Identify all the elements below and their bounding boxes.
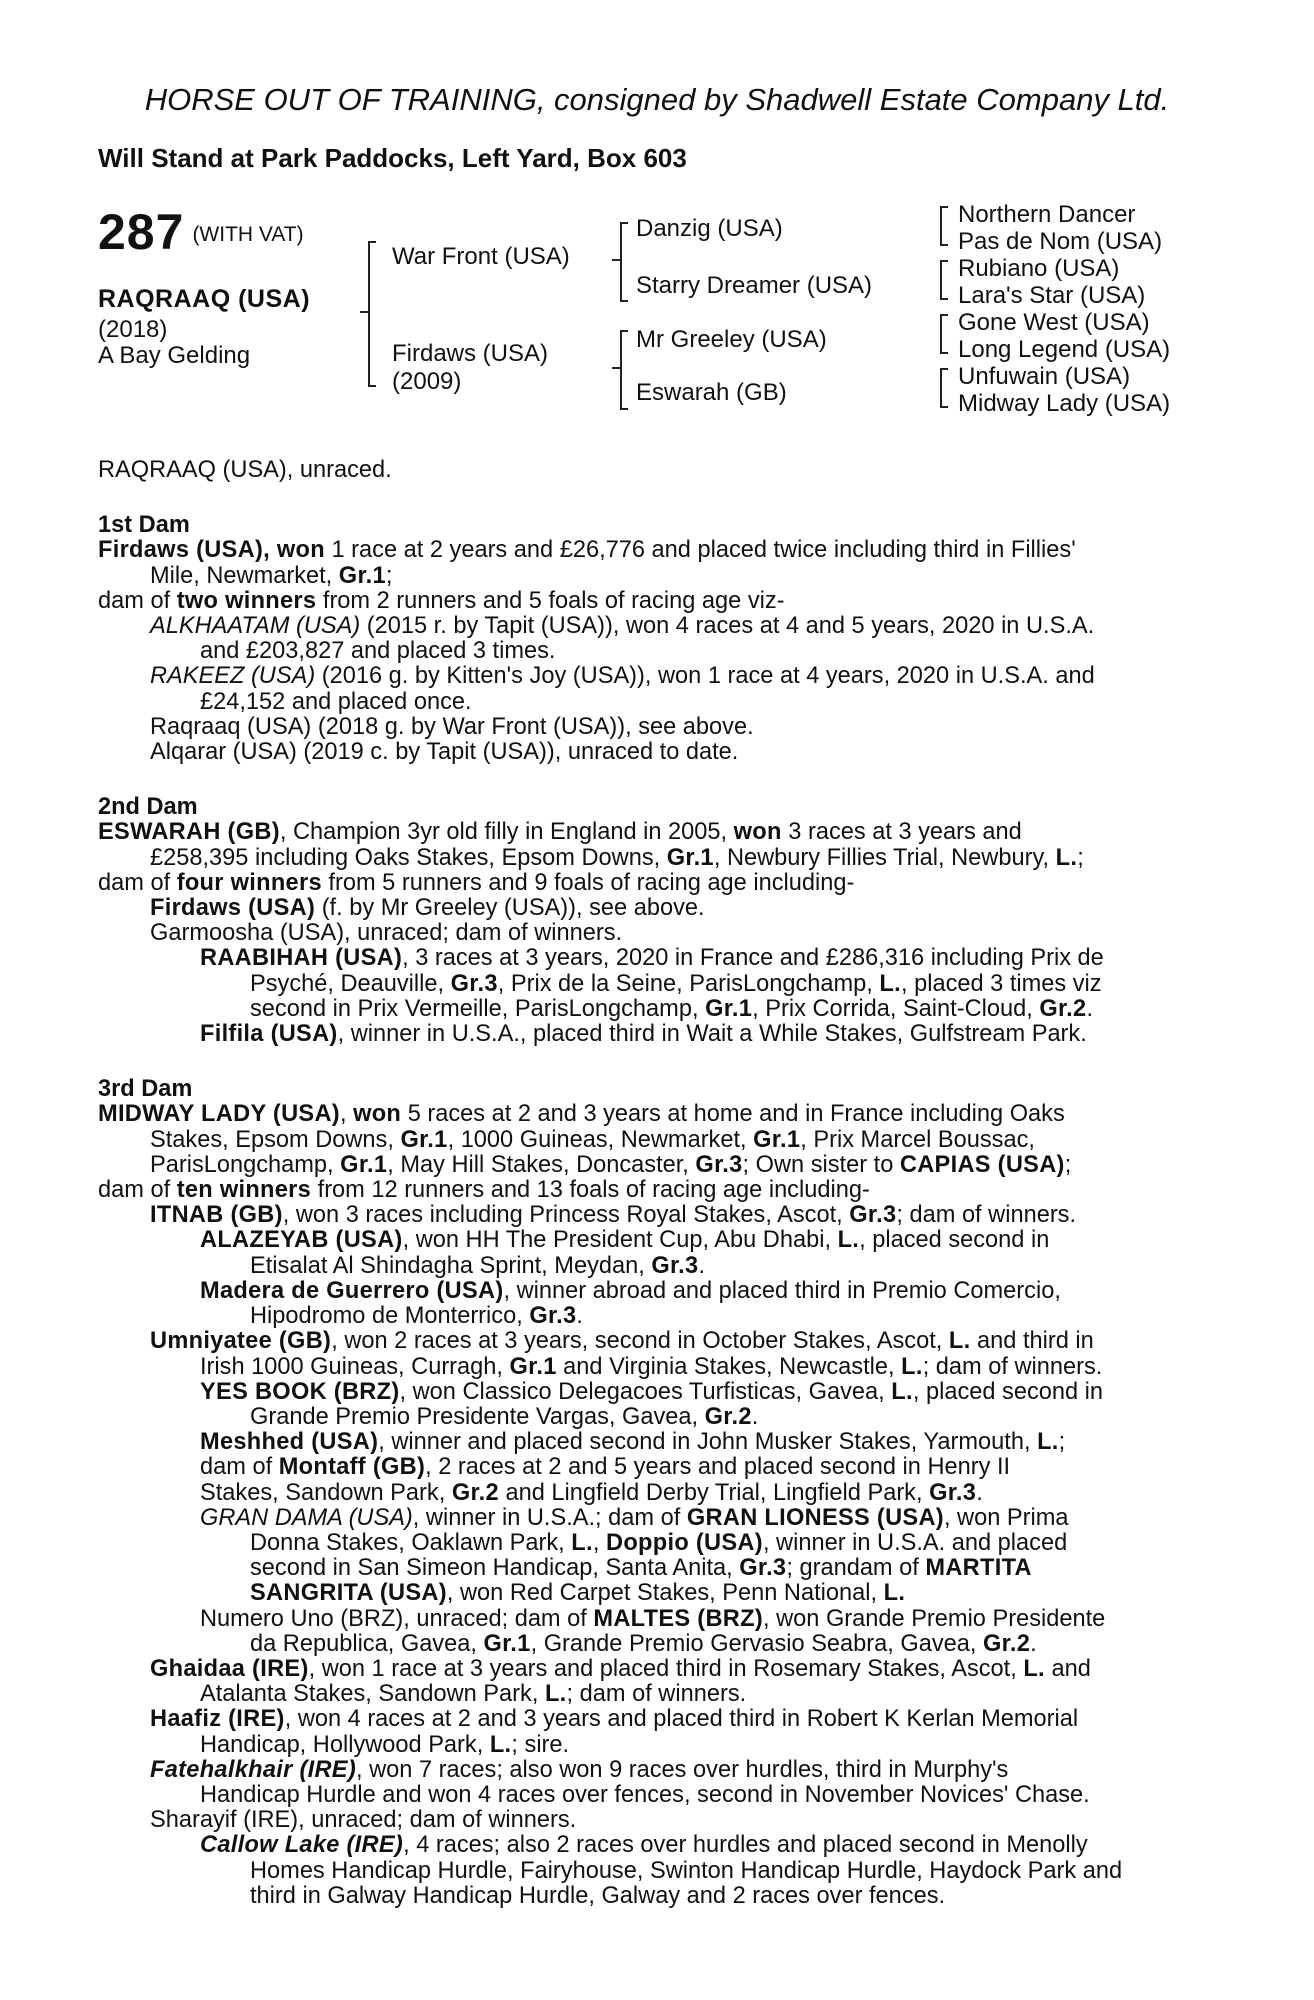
stand-location: Will Stand at Park Paddocks, Left Yard, Box 603 bbox=[98, 143, 687, 173]
pedigree-dam-year: (2009) bbox=[392, 368, 462, 395]
pedigree-brace-ggp bbox=[940, 206, 948, 246]
offspring-line: ITNAB (GB), won 3 races including Princess Royal Stakes, Ascot, Gr.3; dam of winners. bbox=[150, 1202, 1077, 1229]
offspring-line: £24,152 and placed once. bbox=[200, 688, 472, 715]
offspring-line: third in Galway Handicap Hurdle, Galway and 2 races over fences. bbox=[250, 1882, 946, 1909]
offspring-line: Grande Premio Presidente Vargas, Gavea, Gr.2. bbox=[250, 1403, 759, 1430]
offspring-line: Sharayif (IRE), unraced; dam of winners. bbox=[150, 1807, 577, 1834]
intro-line: RAQRAAQ (USA), unraced. bbox=[98, 457, 392, 483]
offspring-line: Umniyatee (GB), won 2 races at 3 years, second in October Stakes, Ascot, L. and third in bbox=[150, 1328, 1094, 1355]
lot-number: 287 bbox=[98, 204, 185, 260]
dam-line: Mile, Newmarket, Gr.1; bbox=[150, 562, 393, 589]
dam-line: ParisLongchamp, Gr.1, May Hill Stakes, Doncaster, Gr.3; Own sister to CAPIAS (USA); bbox=[150, 1151, 1072, 1178]
horse-description: A Bay Gelding bbox=[98, 342, 251, 369]
pedigree-great-grandparent: Long Legend (USA) bbox=[958, 336, 1171, 363]
pedigree-great-grandparent: Midway Lady (USA) bbox=[958, 390, 1171, 417]
dam-line: dam of ten winners from 12 runners and 13 foals of racing age including- bbox=[98, 1177, 870, 1204]
offspring-line: Meshhed (USA), winner and placed second in John Musker Stakes, Yarmouth, L.; bbox=[200, 1429, 1066, 1456]
dam-line: dam of four winners from 5 runners and 9 foals of racing age including- bbox=[98, 869, 855, 896]
pedigree-dam: Firdaws (USA) bbox=[392, 340, 549, 367]
section-heading: 2nd Dam bbox=[98, 794, 198, 821]
pedigree-great-grandparent: Pas de Nom (USA) bbox=[958, 228, 1163, 255]
horse-name: RAQRAAQ (USA) bbox=[98, 285, 311, 313]
pedigree-grandparent: Eswarah (GB) bbox=[636, 379, 787, 406]
pedigree-brace-mid bbox=[360, 311, 368, 313]
dam-line: dam of two winners from 2 runners and 5 foals of racing age viz- bbox=[98, 587, 785, 614]
offspring-line: SANGRITA (USA), won Red Carpet Stakes, Penn National, L. bbox=[250, 1580, 906, 1607]
offspring-line: Fatehalkhair (IRE), won 7 races; also won 9 races over hurdles, third in Murphy's bbox=[150, 1756, 1009, 1783]
pedigree-brace-sire bbox=[620, 222, 628, 302]
offspring-line: dam of Montaff (GB), 2 races at 2 and 5 years and placed second in Henry II bbox=[200, 1454, 1011, 1481]
pedigree-great-grandparent: Unfuwain (USA) bbox=[958, 363, 1131, 390]
offspring-line: GRAN DAMA (USA), winner in U.S.A.; dam of GRAN LIONESS (USA), won Prima bbox=[200, 1504, 1069, 1531]
section-heading: 3rd Dam bbox=[98, 1076, 193, 1103]
pedigree-brace-dam bbox=[620, 330, 628, 410]
pedigree-brace-ggp bbox=[940, 314, 948, 354]
offspring-line: Firdaws (USA) (f. by Mr Greeley (USA)), see above. bbox=[150, 895, 705, 922]
offspring-line: Donna Stakes, Oaklawn Park, L., Doppio (USA), winner in U.S.A. and placed bbox=[250, 1529, 1068, 1556]
offspring-line: Homes Handicap Hurdle, Fairyhouse, Swinton Handicap Hurdle, Haydock Park and bbox=[250, 1857, 1123, 1884]
offspring-line: Filfila (USA), winner in U.S.A., placed third in Wait a While Stakes, Gulfstream Park. bbox=[200, 1021, 1087, 1048]
offspring-line: Madera de Guerrero (USA), winner abroad and placed third in Premio Comercio, bbox=[200, 1277, 1061, 1304]
pedigree-brace-ggp bbox=[940, 368, 948, 408]
offspring-line: ALKHAATAM (USA) (2015 r. by Tapit (USA)), won 4 races at 4 and 5 years, 2020 in U.S.A. bbox=[150, 613, 1095, 640]
pedigree-great-grandparent: Northern Dancer bbox=[958, 201, 1136, 228]
offspring-line: second in San Simeon Handicap, Santa Anita, Gr.3; grandam of MARTITA bbox=[250, 1555, 1032, 1582]
dam-line: ESWARAH (GB), Champion 3yr old filly in England in 2005, won 3 races at 3 years and bbox=[98, 819, 1022, 846]
offspring-line: Hipodromo de Monterrico, Gr.3. bbox=[250, 1303, 583, 1330]
offspring-line: Ghaidaa (IRE), won 1 race at 3 years and placed third in Rosemary Stakes, Ascot, L. and bbox=[150, 1655, 1091, 1682]
pedigree-grandparent: Danzig (USA) bbox=[636, 215, 783, 242]
vat-note: (WITH VAT) bbox=[192, 223, 304, 246]
offspring-line: RAKEEZ (USA) (2016 g. by Kitten's Joy (USA)), won 1 race at 4 years, 2020 in U.S.A. and bbox=[150, 663, 1095, 690]
offspring-line: and £203,827 and placed 3 times. bbox=[200, 638, 556, 665]
pedigree-great-grandparent: Lara's Star (USA) bbox=[958, 282, 1146, 309]
offspring-line: Alqarar (USA) (2019 c. by Tapit (USA)), unraced to date. bbox=[150, 739, 739, 766]
offspring-line: Garmoosha (USA), unraced; dam of winners. bbox=[150, 920, 623, 947]
offspring-line: Numero Uno (BRZ), unraced; dam of MALTES (BRZ), won Grande Premio Presidente bbox=[200, 1605, 1106, 1632]
catalogue-header: HORSE OUT OF TRAINING, consigned by Shadwell Estate Company Ltd. bbox=[144, 82, 1170, 117]
dam-line: £258,395 including Oaks Stakes, Epsom Downs, Gr.1, Newbury Fillies Trial, Newbury, L.; bbox=[150, 844, 1084, 871]
pedigree-grandparent: Starry Dreamer (USA) bbox=[636, 272, 873, 299]
offspring-line: Handicap Hurdle and won 4 races over fences, second in November Novices' Chase. bbox=[200, 1781, 1090, 1808]
offspring-line: Haafiz (IRE), won 4 races at 2 and 3 years and placed third in Robert K Kerlan Memorial bbox=[150, 1706, 1079, 1733]
pedigree-brace-parents bbox=[368, 241, 376, 387]
offspring-line: ALAZEYAB (USA), won HH The President Cup, Abu Dhabi, L., placed second in bbox=[200, 1227, 1050, 1254]
pedigree-great-grandparent: Gone West (USA) bbox=[958, 309, 1150, 336]
catalogue-body bbox=[98, 458, 1214, 1909]
offspring-line: Callow Lake (IRE), 4 races; also 2 races over hurdles and placed second in Menolly bbox=[200, 1832, 1088, 1859]
offspring-line: Handicap, Hollywood Park, L.; sire. bbox=[200, 1731, 570, 1758]
section-heading: 1st Dam bbox=[98, 512, 190, 539]
offspring-line: RAABIHAH (USA), 3 races at 3 years, 2020 in France and £286,316 including Prix de bbox=[200, 945, 1104, 972]
lot-number-block bbox=[98, 203, 304, 261]
offspring-line: da Republica, Gavea, Gr.1, Grande Premio Gervasio Seabra, Gavea, Gr.2. bbox=[250, 1630, 1037, 1657]
offspring-line: Stakes, Sandown Park, Gr.2 and Lingfield Derby Trial, Lingfield Park, Gr.3. bbox=[200, 1479, 983, 1506]
pedigree-sire: War Front (USA) bbox=[392, 243, 570, 270]
pedigree-brace-mid bbox=[612, 367, 620, 369]
pedigree-great-grandparent: Rubiano (USA) bbox=[958, 255, 1120, 282]
pedigree-grandparent: Mr Greeley (USA) bbox=[636, 326, 827, 353]
dam-line: MIDWAY LADY (USA), won 5 races at 2 and 3 years at home and in France including Oaks bbox=[98, 1101, 1065, 1128]
dam-line: Stakes, Epsom Downs, Gr.1, 1000 Guineas, Newmarket, Gr.1, Prix Marcel Boussac, bbox=[150, 1126, 1035, 1153]
dam-line: Firdaws (USA), won 1 race at 2 years and £26,776 and placed twice including third in Fillies' bbox=[98, 537, 1076, 564]
offspring-line: Etisalat Al Shindagha Sprint, Meydan, Gr.3. bbox=[250, 1252, 706, 1279]
pedigree-brace-mid bbox=[612, 259, 620, 261]
offspring-line: Irish 1000 Guineas, Curragh, Gr.1 and Virginia Stakes, Newcastle, L.; dam of winners. bbox=[200, 1353, 1103, 1380]
offspring-line: second in Prix Vermeille, ParisLongchamp, Gr.1, Prix Corrida, Saint-Cloud, Gr.2. bbox=[250, 995, 1094, 1022]
offspring-line: Psyché, Deauville, Gr.3, Prix de la Seine, ParisLongchamp, L., placed 3 times viz bbox=[250, 970, 1102, 997]
offspring-line: YES BOOK (BRZ), won Classico Delegacoes Turfisticas, Gavea, L., placed second in bbox=[200, 1378, 1104, 1405]
pedigree-brace-ggp bbox=[940, 260, 948, 300]
horse-year: (2018) bbox=[98, 316, 168, 343]
offspring-line: Raqraaq (USA) (2018 g. by War Front (USA)), see above. bbox=[150, 713, 754, 740]
offspring-line: Atalanta Stakes, Sandown Park, L.; dam of winners. bbox=[200, 1681, 747, 1708]
